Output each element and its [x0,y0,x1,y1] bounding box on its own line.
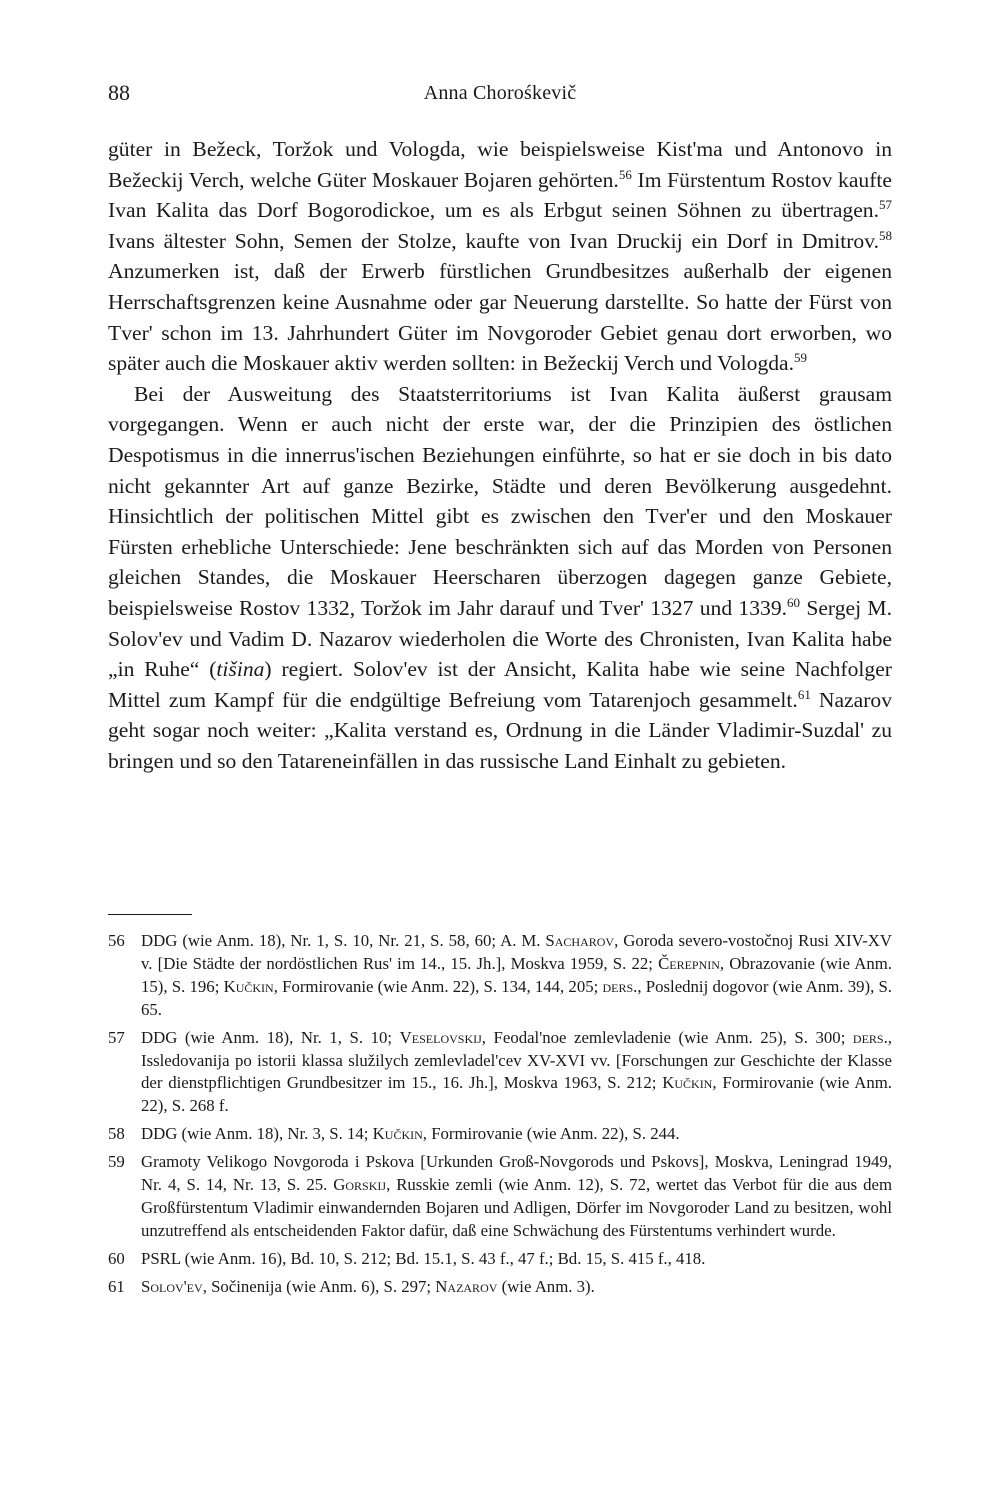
emphasis: tišina [216,657,265,682]
footnote-ref-59[interactable]: 59 [794,350,808,366]
footnote-61 [108,1276,892,1299]
text-run: Gramoty Velikogo Novgoroda i Pskova [Urkunden Groß-Novgorods und Pskovs], Moskva, Leningrad 1949, Nr. 4, S. 14, Nr. 13, S. 25. [141,1152,892,1195]
text-run: , Formirovanie (wie Anm. 22), S. 134, 144, 205; [273,976,603,996]
author-name: Sacharov [545,931,615,950]
footnote-59 [108,1151,892,1243]
footnote-number: 59 [108,1152,125,1172]
text-run: DDG (wie Anm. 18), Nr. 1, S. 10, Nr. 21, S. 58, 60; A. M. [141,931,546,950]
text-run: , Poslednij dogovor (wie Anm. 39), S. 65. [141,976,893,1019]
paragraph-1 [108,134,892,379]
footnotes [108,930,892,1304]
text-run: DDG (wie Anm. 18), Nr. 3, S. 14; [141,1124,373,1144]
text-run: (wie Anm. 3). [497,1276,595,1296]
text-run: Bei der Ausweitung des Staatsterritoriums ist Ivan Kalita äußerst grausam vorgegangen. Wenn er auch nicht der erste war, der die Prinzipien des östlichen Despotismus in die innerrus'ischen Beziehungen einführte, so hat er sie doch in bis dato nicht gekannter Art auf ganze Bezirke, Städte und deren Bevölkerung ausgedehnt. Hinsichtlich der politischen Mittel gibt es zwischen den Tver'er und den Moskauer Fürsten erhebliche Unterschiede: Jene beschränkten sich auf das Morden von Personen gleichen Standes, die Moskauer Heerscharen überzogen dagegen ganze Gebiete, beispielsweise Rostov 1332, Toržok im Jahr darauf und Tver' 1327 und 1339. [108,381,892,620]
text-run: , Sočinenija (wie Anm. 6), S. 297; [202,1276,436,1296]
text-run: , Goroda severo-vostočnoj Rusi XIV-XV v. [Die Städte der nordöstlichen Rus' im 14., 15. Jh.], Moskva 1959, S. 22; [141,931,892,973]
footnote-ref-56[interactable]: 56 [618,166,632,182]
author-name: Čerepnin [658,953,720,973]
text-run: , Obrazovanie (wie Anm. 15), S. 196; [141,953,892,996]
author-name: Kučkin [372,1124,423,1144]
footnote-number: 57 [108,1027,125,1047]
footnote-number: 56 [108,931,125,950]
footnote-ref-61[interactable]: 61 [797,686,811,702]
author-name: ders. [602,976,638,996]
text-run: , Issledovanija po istorii klassa služilych zemlevladel'cev XV-XVI vv. [Forschungen zur Geschichte der Klasse der dienstpflichtigen Grundbesitzer im 15., 16. Jh.], Moskva 1963, S. 212; [141,1027,892,1093]
footnote-number: 61 [108,1276,125,1296]
text-run: Im Fürstentum Rostov kaufte Ivan Kalita das Dorf Bogorodickoe, um es als Erbgut seinen Söhnen zu übertragen. [108,167,892,223]
text-run: güter in Bežeck, Toržok und Vologda, wie beispielsweise Kist'ma und Antonovo in Bežeckij Verch, welche Güter Moskauer Bojaren gehörten. [108,137,892,192]
text-run: , Russkie zemli (wie Anm. 12), S. 72, wertet das Verbot für die aus dem Großfürstentum Vladimir einwandernden Bojaren und Adligen, Dörfer im Novgoroder Land zu besitzen, wohl unzutreffend als entscheidenden Faktor dafür, daß eine Schwächung des Fürstentums verhindert wurde. [141,1175,892,1240]
author-name: Kučkin [662,1073,713,1093]
text-run: Sergej M. Solov'ev und Vadim D. Nazarov wiederholen die Worte des Chronisten, Ivan Kalita habe „in Ruhe“ ( [108,595,893,682]
running-head: Anna Chorośkevič [423,82,577,104]
author-name: Nazarov [435,1276,498,1296]
footnote-ref-60[interactable]: 60 [787,594,801,610]
text-run: , Formirovanie (wie Anm. 22), S. 244. [422,1124,680,1144]
author-name: ders. [852,1027,888,1047]
footnote-ref-57[interactable]: 57 [879,197,892,213]
text-run: ) regiert. Solov'ev ist der Ansicht, Kalita habe wie seine Nachfolger Mittel zum Kampf für die endgültige Befreiung vom Tatarenjoch gesammelt. [108,657,892,712]
page-number: 88 [108,80,130,105]
footnote-57 [108,1027,892,1119]
text-run: Ivans ältester Sohn, Semen der Stolze, kaufte von Ivan Druckij ein Dorf in Dmitrov. [108,228,879,253]
author-name: Gorskij [333,1175,387,1195]
text-run: Anzumerken ist, daß der Erwerb fürstlichen Grundbesitzes außerhalb der eigenen Herrschaftsgrenzen keine Ausnahme oder gar Neuerung darstellte. So hatte der Fürst von Tver' schon im 13. Jahrhundert Güter im Novgoroder Gebiet genau dort erworben, wo später auch die Moskauer aktiv werden sollten: in Bežeckij Verch und Vologda. [108,259,892,376]
main-text [108,134,892,776]
author-name: Veselovskij [399,1027,482,1047]
text-run: Nazarov geht sogar noch weiter: „Kalita verstand es, Ordnung in die Länder Vladimir-Suzdal' zu bringen und so den Tatareneinfällen in das russische Land Einhalt zu gebieten. [108,687,893,773]
footnote-ref-58[interactable]: 58 [879,227,892,243]
footnote-58 [108,1123,892,1146]
text-run: PSRL (wie Anm. 16), Bd. 10, S. 212; Bd. 15.1, S. 43 f., 47 f.; Bd. 15, S. 415 f., 418. [141,1248,706,1268]
footnote-number: 58 [108,1124,125,1144]
footnote-56 [108,930,892,1022]
footnote-number: 60 [108,1248,125,1268]
text-run: DDG (wie Anm. 18), Nr. 1, S. 10; [141,1027,400,1047]
author-name: Solov'ev [141,1276,203,1296]
footnote-separator [108,914,192,915]
text-run: , Formirovanie (wie Anm. 22), S. 268 f. [141,1073,893,1116]
text-run: , Feodal'noe zemlevladenie (wie Anm. 25), S. 300; [481,1027,853,1047]
author-name: Kučkin [223,976,274,996]
footnote-60 [108,1248,892,1271]
paragraph-2 [108,379,892,777]
